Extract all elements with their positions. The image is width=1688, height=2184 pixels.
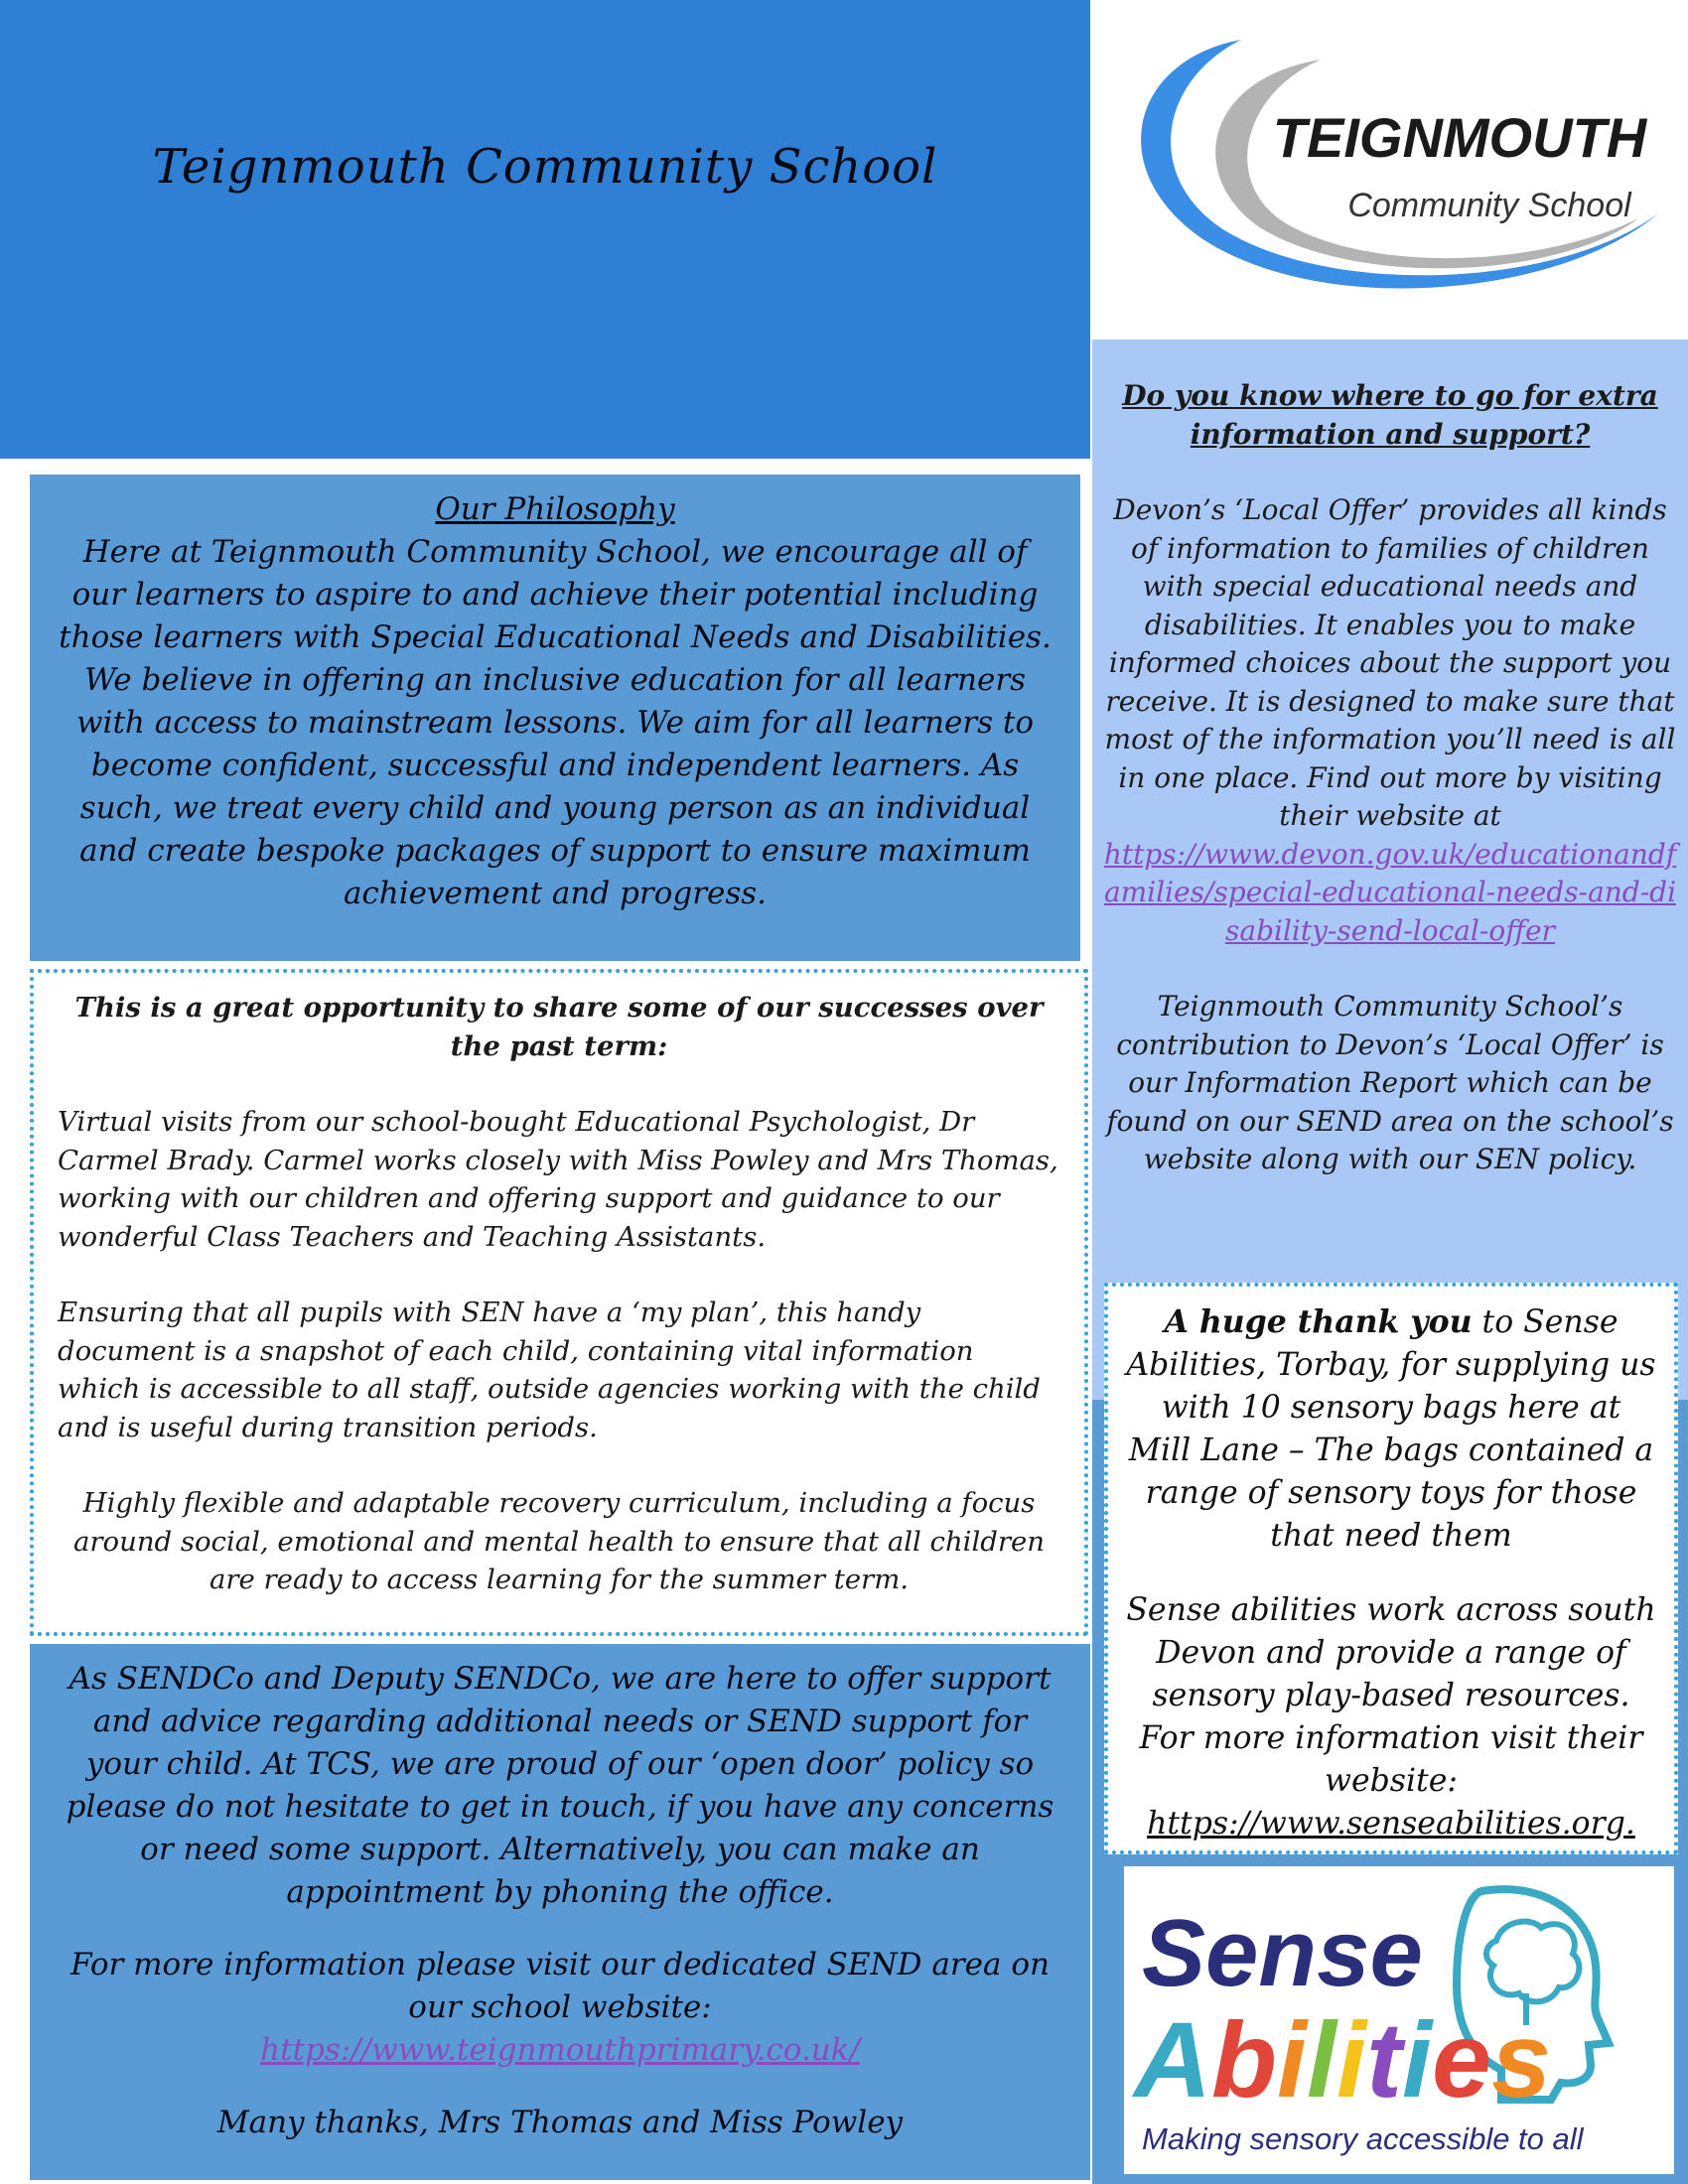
thank-you-box bbox=[1104, 1283, 1678, 1854]
philosophy-body: Here at Teignmouth Community School, we encourage all of our learners to aspire to and achieve their potential including those learners with Special Educational Needs and Disabilities. We believe in offering an inclusive education for all learners with access to mainstream lessons. We aim for all learners to become confident, successful and independent learners. As such, we treat every child and young person as an individual and create bespoke packages of support to ensure maximum achievement and progress. bbox=[59, 534, 1052, 911]
devon-local-offer-link[interactable]: https://www.devon.gov.uk/educationandfamilies/special-educational-needs-and-disability-send-local-offer bbox=[1103, 837, 1677, 947]
local-offer-question: Do you know where to go for extra information and support? bbox=[1122, 379, 1658, 451]
success-item: Highly flexible and adaptable recovery curriculum, including a focus around social, emotional and mental health to ensure that all children are ready to access learning for the summer term. bbox=[73, 1487, 1045, 1595]
sense-abilities-info bbox=[1126, 1589, 1656, 1845]
sendco-more-info-text: For more information please visit our dedicated SEND area on our school website: bbox=[70, 1947, 1050, 2025]
sense-tagline: Making sensory accessible to all bbox=[1142, 2121, 1584, 2156]
sense-abilities-text: Sense abilities work across south Devon and provide a range of sensory play-based resources. For more information visit their website: bbox=[1126, 1592, 1656, 1799]
local-offer-text bbox=[1102, 491, 1678, 950]
information-report-text: Teignmouth Community School’s contribution to Devon’s ‘Local Offer’ is our Information Report which can be found on our SEND area on the school’s website along with our SEN policy. bbox=[1106, 990, 1674, 1175]
thank-you-text bbox=[1126, 1300, 1656, 1558]
sendco-body: As SENDCo and Deputy SENDCo, we are here to offer support and advice regarding additional needs or SEND support for your child. At TCS, we are proud of our ‘open door’ policy so please do not hesitate to get in touch, if you have any concerns or need some support. Alternatively, you can make an appointment by phoning the office. bbox=[66, 1661, 1055, 1910]
philosophy-section bbox=[30, 475, 1080, 961]
sendco-signoff: Many thanks, Mrs Thomas and Miss Powley bbox=[216, 2105, 904, 2140]
success-item: Ensuring that all pupils with SEN have a ‘my plan’, this handy document is a snapshot of each child, containing vital information which is accessible to all staff, outside agencies working with the child and is useful during transition periods. bbox=[58, 1297, 1041, 1443]
school-logo bbox=[1092, 0, 1688, 338]
local-offer-panel bbox=[1102, 377, 1678, 1241]
logo-line2: Community School bbox=[1347, 187, 1631, 224]
logo-line1: TEIGNMOUTH bbox=[1272, 106, 1647, 169]
local-offer-description: Devon’s ‘Local Offer’ provides all kinds of information to families of children with special educational needs and disabilities. It enables you to make informed choices about the support you receive. It is designed to make sure that most of the information you’ll need is all in one place. Find out more by visiting their website at bbox=[1104, 493, 1676, 832]
thank-you-lead: A huge thank you bbox=[1164, 1303, 1473, 1340]
philosophy-heading: Our Philosophy bbox=[435, 491, 675, 527]
successes-section bbox=[30, 969, 1088, 1636]
success-item: Virtual visits from our school-bought Educational Psychologist, Dr Carmel Brady. Carmel works closely with Miss Powley and Mrs Thomas, working with our children and offering support and guidance to our wonderful Class Teachers and Teaching Assistants. bbox=[58, 1106, 1058, 1253]
sense-word: Sense bbox=[1142, 1900, 1423, 2006]
sense-abilities-logo bbox=[1124, 1866, 1674, 2174]
school-website-link[interactable]: https://www.teignmouthprimary.co.uk/ bbox=[260, 2032, 860, 2068]
sendco-more-info bbox=[60, 1944, 1060, 2072]
header-band bbox=[0, 0, 1090, 459]
abilities-word: Abilities bbox=[1134, 1999, 1552, 2119]
sense-abilities-link[interactable]: https://www.senseabilities.org. bbox=[1147, 1806, 1635, 1842]
thank-you-body: to Sense Abilities, Torbay, for supplying us with 10 sensory bags here at Mill Lane – The bags contained a range of sensory toys for those that need them bbox=[1126, 1304, 1656, 1554]
successes-heading: This is a great opportunity to share some of our successes over the past term: bbox=[74, 992, 1044, 1062]
school-title: Teignmouth Community School bbox=[152, 139, 938, 195]
sendco-section bbox=[30, 1644, 1090, 2180]
